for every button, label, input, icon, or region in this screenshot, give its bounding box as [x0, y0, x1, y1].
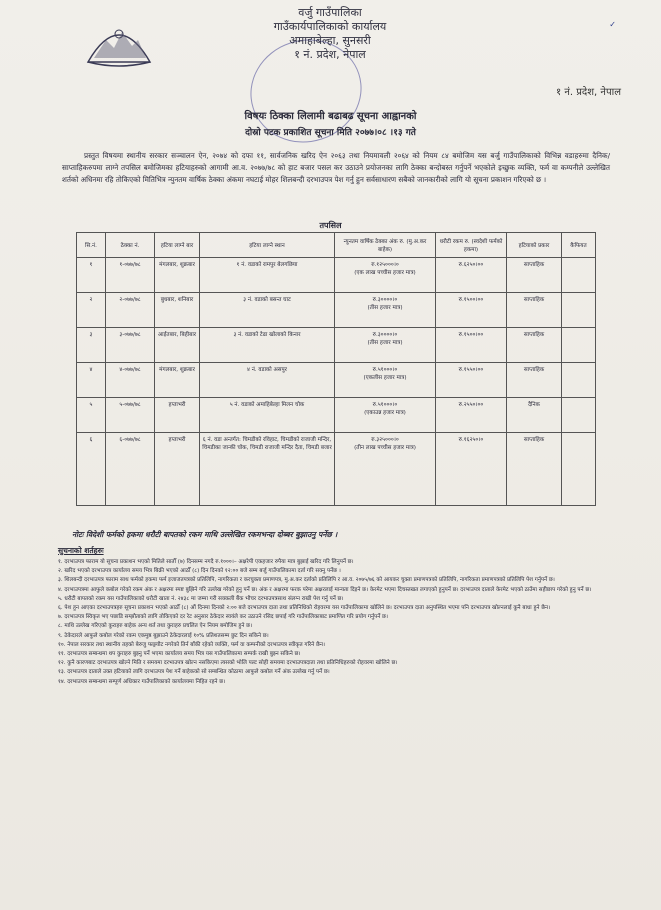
- cell-amount: [335, 258, 436, 293]
- province-label: १ नं. प्रदेश, नेपाल: [555, 87, 621, 98]
- term-item: १४. दरभाउपत्र सम्बन्धमा सम्पूर्ण अधिकार गाउँपालिकाको कार्यालयमा निहित रहने छ।: [58, 678, 226, 685]
- col-market-day: हटिया लाग्ने बार: [155, 233, 200, 258]
- table-title: तपसिल: [319, 221, 342, 230]
- amount-figure: रु.१२५०००।०: [371, 262, 399, 268]
- cell-sn: १: [77, 258, 106, 293]
- amount-words: (एकलीस हजार मात्र): [363, 375, 407, 381]
- cell-place: १ नं. वडाको रामपुर बेलगछिया: [200, 258, 335, 293]
- cell-sn: २: [77, 293, 106, 328]
- cell-amount: [335, 398, 436, 433]
- cell-place: ६ नं. वडा अन्तर्गत: चिमडीको रविहाट, चिमडीको राजाजी मन्दिर, चिमडीका जान्की चोक, चिमडी राजाजी मन्दिर दैता, चिमडी बजार: [200, 433, 335, 506]
- term-item: १३. दरभाउपत्र दाताले उक्त हटियाको लागि दरभाउपत्र पेश गर्ने बाहेकको सो सम्बन्धित कोठामा आफुले कबोल गर्ने अंक उल्लेख गर्नु पर्ने छ।: [58, 669, 330, 676]
- cell-no: ३-०७७/७८: [106, 328, 155, 363]
- table-row: [77, 363, 596, 398]
- term-item: ११. दरभाउपत्र सम्बन्धमा थप कुराहरु बुझ्नु पर्ने भएमा कार्यालय समय भित्र यस गाउँपालिकामा सम्पर्क राखी बुझ्न सकिने छ।: [58, 651, 301, 658]
- cell-deposit: रु.६२५०।००: [436, 258, 507, 293]
- nepal-emblem-icon: [84, 14, 154, 68]
- term-item: ३. शिलबन्दी दरभाउपत्र फाराम साथ फर्मको हकमा फर्म इजाजतपत्रको प्रतिलिपि, नागरिकता र करचुक्ता प्रमाणपत्र, मु.अ.कर दर्ताको प्रतिलिपि र आ.व. २०७५/७६ को आयकर चुक्ता प्रमाणपत्रको प्रतिलिपि, नागरिकता प्रमाणपत्रको प्रतिलिपि पेश गर्नुपर्ने छ।: [58, 577, 555, 584]
- cell-day: हप्ताभरी: [155, 433, 200, 506]
- term-item: ९. ठेकेदारले आफुले कबोल गरेको रकम एकमुष्ठ बुझाउने ठेकेदारलाई १०% प्रतिशतसम्म छुट दिन सकिने छ।: [58, 632, 269, 639]
- cell-sn: ६: [77, 433, 106, 506]
- notice-publish-date: दोस्रो पटक प्रकाशित सूचना मिति २०७७।०८ ।१३ गते: [245, 128, 416, 138]
- cell-type: दैनिक: [507, 398, 562, 433]
- col-market-place: हटिया लाग्ने स्थान: [200, 233, 335, 258]
- amount-words: (एकाउन्न हजार मात्र): [364, 410, 406, 416]
- cell-deposit: रु.२५५०।००: [436, 398, 507, 433]
- table-row: [77, 293, 596, 328]
- cell-deposit: रु.१६२५०।०: [436, 433, 507, 506]
- amount-words: (एक लाख पच्चीस हजार मात्र): [354, 270, 416, 276]
- cell-remark: [562, 398, 596, 433]
- office-province: १ नं. प्रदेश, नेपाल: [294, 48, 366, 61]
- office-name: गाउँकार्यपालिकाको कार्यालय: [273, 20, 387, 33]
- office-header: [180, 6, 480, 62]
- amount-figure: रु.३००००।०: [372, 297, 398, 303]
- cell-day: आईतबार, बिहीबार: [155, 328, 200, 363]
- table-row: [77, 433, 596, 506]
- col-contract-no: ठेक्का नं.: [106, 233, 155, 258]
- term-item: १. दरभाउपत्र फाराम यो सूचना प्रकाशन भएको मितिले सातौँ (७) दिनसम्म नगदै रु.१०००।– अक्षरेपी एकहजार रुपैया मात्र बुझाई खरिद गरि लिनुपर्ने छ।: [58, 559, 354, 565]
- cell-type: साप्ताहिक: [507, 328, 562, 363]
- municipality-name: वर्जु गाउँपालिका: [298, 6, 362, 19]
- col-deposit: धरौटी रकम रु. (स्वदेशी फर्मको हकमा): [436, 233, 507, 258]
- cell-no: ४-०७७/७८: [106, 363, 155, 398]
- table-row: [77, 398, 596, 433]
- amount-figure: रु.५१०००।०: [372, 367, 398, 373]
- amount-words: (तीन लाख पच्चीस हजार मात्र): [354, 445, 416, 451]
- office-location: अमाहाबेल्हा, सुनसरी: [289, 34, 371, 47]
- cell-no: १-०७७/७८: [106, 258, 155, 293]
- amount-figure: रु.३२५०००।०: [371, 437, 399, 443]
- term-item: ७. दरभाउपत्र स्विकृत भए पछाडि सम्झौताको लागि तोकिएको दर रेट अनुसार ठेकेदार स्वयंले कर उठाउने रसिद छपाई गरि गाउँपालिकाबाट प्रमाणित गरि प्रयोग गर्नुपर्ने छ।: [58, 614, 388, 621]
- col-serial: सि.नं.: [77, 233, 106, 258]
- cell-place: ३ नं. वडाको बसन्त घाट: [200, 293, 335, 328]
- cell-type: साप्ताहिक: [507, 293, 562, 328]
- cell-type: साप्ताहिक: [507, 363, 562, 398]
- notice-intro-paragraph: प्रस्तुत विषयमा स्थानीय सरकार सञ्चालन ऐन, २०७४ को दफा ११, सार्वजनिक खरिद ऐन २०६३ तथा नियमावली २०६४ को नियम ८४ बमोजिम यस बर्जु गाउँपालिकाको विभिन्न वडाहरुमा दैनिक/साप्ताहिकरुपमा लाग्ने तपसिल बमोजिमका हटियाहरुको आगामी आ.व. २०७७/७८ को हाट बजार पसल कर उठाउने प्रयोजनका लागि ठेक्का बन्दोबस्त गर्नुपर्ने भएकोले इच्छुक व्यक्ति, फर्म वा कम्पनीले उल्लेखित शर्तको अधिनमा रहि तोकिएको मितिभित्र न्युनतम वार्षिक ठेक्का अंकमा नघटाई मोहर शिलबन्दी दरभाउपत्र पेश गर्नु हुन सर्वसाधारण सबैको जानकारीको लागि यो सूचना प्रकाशन गरिएको छ ।: [62, 151, 610, 184]
- cell-day: हप्ताभरी: [155, 398, 200, 433]
- cell-day: मंगलबार, शुक्रबार: [155, 258, 200, 293]
- cell-day: मंगलबार, शुक्रबार: [155, 363, 200, 398]
- amount-figure: रु.३००००।०: [372, 332, 398, 338]
- cell-remark: [562, 293, 596, 328]
- cell-deposit: रु.१५००।००: [436, 328, 507, 363]
- table-row: [77, 258, 596, 293]
- amount-words: (तीस हजार मात्र): [367, 305, 403, 311]
- cell-type: साप्ताहिक: [507, 258, 562, 293]
- cell-place: ५ नं. वडाको अमाहिबेल्हा मिलन चोक: [200, 398, 335, 433]
- signature-mark-icon: ✓: [609, 20, 616, 29]
- col-market-type: हटियाको प्रकार: [507, 233, 562, 258]
- cell-no: ५-०७७/७८: [106, 398, 155, 433]
- cell-amount: [335, 328, 436, 363]
- col-min-amount: न्युनतम वार्षिक ठेक्का अंक रु. (मु.अ.कर बाहेक): [335, 233, 436, 258]
- term-item: ६. पेश हुन आएका दरभाउपत्रहरु सूचना प्रकाशन भएको आठौँ (८) औं दिनमा दिनको २:०० बजे दरभाउपत्र दाता तथा प्रतिनिधिको रोहवरमा यस गाउँपालिकामा खोलिने छ। दरभाउपत्र दाता अनुपस्थित भएमा पनि दरभाउपत्र खोल्नलाई कुनै बाधा हुने छैन।: [58, 605, 551, 612]
- cell-amount: [335, 293, 436, 328]
- cell-type: साप्ताहिक: [507, 433, 562, 506]
- tender-table: [76, 232, 596, 506]
- term-item: ५. धरौटी बापतको रकम यस गाउँपालिकाको धरौटी खाता नं. २४३८ मा जम्मा गरी सक्कली बैंक भौचर दरभाउपत्रसाथ संलग्न राखी पेश गर्नु पर्ने छ।: [58, 595, 344, 602]
- terms-title: सुचनाको शर्तहरुः: [58, 546, 104, 555]
- cell-amount: [335, 433, 436, 506]
- foreign-firm-note: नोटः विदेशी फर्मको हकमा धरौटी बापतको रकम माथि उल्लेखित रकमभन्दा दोब्बर बुझाउनु पर्नेछ ।: [72, 530, 338, 539]
- amount-figure: रु.५१०००।०: [372, 402, 398, 408]
- cell-remark: [562, 363, 596, 398]
- cell-deposit: रु.१५००।००: [436, 293, 507, 328]
- term-item: १०. नेपाल सरकार तथा स्थानीय तहको बेरुजु फछ्र्यौट नगरेको तिर्न बाँकी रहेको व्यक्ति, फर्म वा कम्पनीको दरभाउपत्र स्वीकृत गरिने छैन।: [58, 641, 325, 648]
- cell-day: बुधबार, शनिबार: [155, 293, 200, 328]
- table-row: [77, 328, 596, 363]
- cell-place: ३ नं. वडाको टेढा खोलाको किनार: [200, 328, 335, 363]
- term-item: ८. माथि उल्लेख गरिएको कुराहरु बाहेक अन्य शर्त तथा कुराहरु प्रचलित ऐन नियम बमोजिम हुने छ।: [58, 623, 253, 630]
- term-item: ४. दरभाउपत्रमा आफुले कबोल गरेको रकम अंक र अक्षरमा स्पष्ट बुझिने गरि उल्लेख गरेको हुनु पर्ने छ। अंक र अक्षरमा फरक परेमा अक्षरलाई मान्यता दिइने छ। केरमेट भएमा दिचस्तखत लगाएको हुनुपर्ने छ। दरभाउपत्र दाताले केरमेट भएको ठाउँमा सहीछाप गरेको हुनु पर्ने छ।: [58, 586, 592, 593]
- term-item: २. खरिद भएको दरभाउपत्र कार्यालय समय भित्र बिक्री भएको आठौँ (८) दिन दिनको १२:०० बजे सम्म बर्जु गाउँपालिकामा दर्ता गरि सक्नु पर्नेछ ।: [58, 568, 341, 575]
- cell-no: २-०७७/७८: [106, 293, 155, 328]
- cell-sn: ५: [77, 398, 106, 433]
- term-item: १२. कुनै कारणबाट दरभाउपत्र खोल्ने मिति र समयमा दरभाउपत्र खोल्न नसकिएमा त्यसको भोलि पल्ट सोही समयमा दरभाउपत्रदाता तथा प्रतिनिधिहरुको रोहवरमा खोलिने छ।: [58, 660, 398, 667]
- col-remark: कैफियत: [562, 233, 596, 258]
- cell-remark: [562, 258, 596, 293]
- table-header-row: [77, 233, 596, 258]
- cell-amount: [335, 363, 436, 398]
- cell-remark: [562, 328, 596, 363]
- amount-words: (तीस हजार मात्र): [367, 340, 403, 346]
- cell-remark: [562, 433, 596, 506]
- cell-sn: ४: [77, 363, 106, 398]
- cell-deposit: रु.१५५०।००: [436, 363, 507, 398]
- cell-no: ६-०७७/७८: [106, 433, 155, 506]
- cell-place: ४ नं. वडाको असपुर: [200, 363, 335, 398]
- cell-sn: ३: [77, 328, 106, 363]
- terms-list: [58, 558, 618, 687]
- notice-subject: विषयः ठिक्का लिलामी बढाबढ सूचना आह्वानको: [244, 111, 417, 122]
